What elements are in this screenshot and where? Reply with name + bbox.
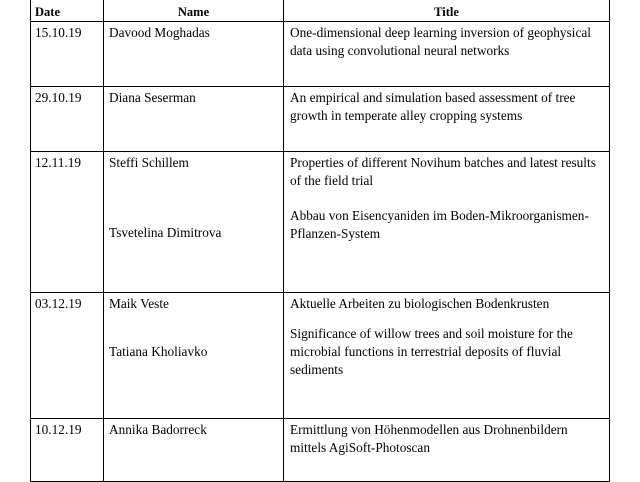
speaker-name: Annika Badorreck bbox=[109, 422, 207, 437]
speaker-name: Maik Veste bbox=[109, 296, 169, 311]
table-row bbox=[31, 22, 610, 87]
title-cell bbox=[284, 293, 610, 419]
talk-title: An empirical and simulation based assessment of tree growth in temperate alley cropping systems bbox=[290, 90, 576, 123]
title-cell bbox=[284, 22, 610, 87]
entry-spacer bbox=[290, 190, 605, 207]
title-column-header: Title bbox=[284, 0, 610, 22]
date-cell: 10.12.19 bbox=[31, 419, 104, 482]
talk-title: Ermittlung von Höhenmodellen aus Drohnenbildern mittels AgiSoft-Photoscan bbox=[290, 422, 568, 455]
speaker-name: Davood Moghadas bbox=[109, 25, 210, 40]
talk-title: Properties of different Novihum batches and latest results of the field trial bbox=[290, 155, 596, 188]
seminar-schedule-table bbox=[30, 0, 610, 482]
name-cell bbox=[104, 293, 284, 419]
entry-spacer bbox=[290, 313, 605, 325]
date-column-header: Date bbox=[31, 0, 104, 22]
date-cell: 15.10.19 bbox=[31, 22, 104, 87]
entry-spacer bbox=[109, 313, 283, 343]
name-cell bbox=[104, 22, 284, 87]
talk-title: Significance of willow trees and soil moisture for the microbial functions in terrestrial deposits of fluvial sediments bbox=[290, 326, 573, 377]
talk-title: Aktuelle Arbeiten zu biologischen Bodenkrusten bbox=[290, 296, 550, 311]
speaker-name: Diana Seserman bbox=[109, 90, 196, 105]
speaker-name: Tsvetelina Dimitrova bbox=[109, 225, 222, 240]
date-cell: 29.10.19 bbox=[31, 87, 104, 152]
name-column-header: Name bbox=[104, 0, 284, 22]
title-cell bbox=[284, 152, 610, 293]
name-cell bbox=[104, 419, 284, 482]
name-cell bbox=[104, 152, 284, 293]
table-row bbox=[31, 152, 610, 293]
talk-title: Abbau von Eisencyaniden im Boden-Mikroorganismen-Pflanzen-System bbox=[290, 208, 589, 241]
table-body bbox=[31, 22, 610, 482]
speaker-name: Tatiana Kholiavko bbox=[109, 344, 208, 359]
name-cell bbox=[104, 87, 284, 152]
title-cell bbox=[284, 419, 610, 482]
table-header bbox=[31, 0, 610, 22]
table-row bbox=[31, 293, 610, 419]
title-cell bbox=[284, 87, 610, 152]
entry-spacer bbox=[109, 172, 283, 224]
speaker-name: Steffi Schillem bbox=[109, 155, 189, 170]
table-row bbox=[31, 419, 610, 482]
talk-title: One-dimensional deep learning inversion of geophysical data using convolutional neural networks bbox=[290, 25, 591, 58]
table-row bbox=[31, 87, 610, 152]
date-cell: 12.11.19 bbox=[31, 152, 104, 293]
date-cell: 03.12.19 bbox=[31, 293, 104, 419]
header-row bbox=[31, 0, 610, 22]
